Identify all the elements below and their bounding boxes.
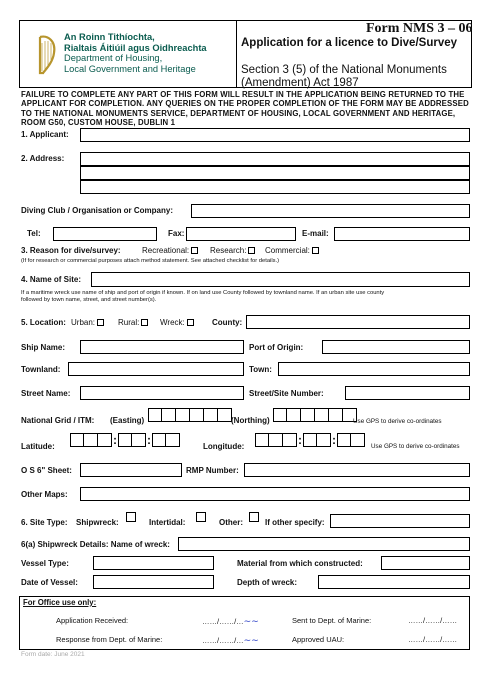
- urban-label: Urban:: [71, 318, 96, 327]
- vessel-type-label: Vessel Type:: [21, 559, 69, 568]
- reason-label: 3. Reason for dive/survey:: [21, 246, 121, 255]
- depth-of-wreck-field[interactable]: [318, 575, 470, 589]
- wreck-label: Wreck:: [160, 318, 185, 327]
- northing-label: (Northing): [231, 416, 270, 425]
- site-name-field[interactable]: [91, 272, 470, 287]
- rural-option: [118, 318, 148, 327]
- other-maps-field[interactable]: [80, 487, 470, 501]
- easting-label: (Easting): [110, 416, 145, 425]
- email-field[interactable]: [334, 227, 470, 241]
- national-grid-label: National Grid / ITM:: [21, 416, 95, 425]
- street-name-field[interactable]: [80, 386, 244, 400]
- town-label: Town:: [249, 365, 272, 374]
- northing-digit[interactable]: [287, 408, 301, 422]
- site-note-2: followed by town name, street, and street number(s).: [21, 297, 157, 303]
- form-date: Form date: June 2021: [21, 651, 85, 658]
- diving-club-field[interactable]: [191, 204, 470, 218]
- diving-club-label: Diving Club / Organisation or Company:: [21, 206, 174, 215]
- longitude-digit[interactable]: [337, 433, 351, 447]
- street-site-number-field[interactable]: [345, 386, 470, 400]
- latitude-digit[interactable]: [70, 433, 84, 447]
- logo-text: [64, 32, 207, 74]
- longitude-digit[interactable]: [255, 433, 269, 447]
- easting-digit[interactable]: [190, 408, 204, 422]
- wreck-name-field[interactable]: [178, 537, 470, 551]
- address-field-3[interactable]: [80, 180, 470, 194]
- application-received-date[interactable]: [202, 616, 259, 627]
- sent-to-marine-label: Sent to Dept. of Marine:: [292, 616, 372, 625]
- northing-digit[interactable]: [315, 408, 329, 422]
- townland-field[interactable]: [68, 362, 244, 376]
- commercial-label: Commercial:: [265, 246, 310, 255]
- date-placeholder: ……/……/…: [202, 617, 244, 626]
- wreck-checkbox[interactable]: [187, 319, 194, 326]
- latitude-digit[interactable]: [132, 433, 146, 447]
- if-other-field[interactable]: [330, 514, 470, 528]
- fax-label: Fax:: [168, 229, 185, 238]
- harp-icon: [34, 33, 58, 77]
- longitude-digit[interactable]: [303, 433, 317, 447]
- spellcheck-squiggle-icon: ∼∼: [243, 616, 259, 626]
- os-sheet-field[interactable]: [80, 463, 182, 477]
- shipwreck-label: Shipwreck:: [76, 518, 119, 527]
- location-label: 5. Location:: [21, 318, 66, 327]
- logo-line-2: Rialtais Áitiúil agus Oidhreachta: [64, 42, 207, 53]
- recreational-checkbox[interactable]: [191, 247, 198, 254]
- logo-line-3: Department of Housing,: [64, 53, 163, 64]
- county-field[interactable]: [246, 315, 470, 329]
- spellcheck-squiggle-icon: ∼∼: [243, 635, 259, 645]
- urban-option: [71, 318, 104, 327]
- street-name-label: Street Name:: [21, 389, 71, 398]
- material-label: Material from which constructed:: [237, 559, 363, 568]
- approved-uau-label: Approved UAU:: [292, 635, 345, 644]
- longitude-digit[interactable]: [283, 433, 297, 447]
- shipwreck-checkbox[interactable]: [126, 512, 136, 522]
- date-placeholder: ……/……/…: [202, 636, 244, 645]
- shipwreck-details-label: 6(a) Shipwreck Details: Name of wreck:: [21, 540, 170, 549]
- commercial-checkbox[interactable]: [312, 247, 319, 254]
- longitude-digit[interactable]: [351, 433, 365, 447]
- latitude-digit[interactable]: [166, 433, 180, 447]
- logo-line-1: An Roinn Tithíochta,: [64, 32, 155, 42]
- latitude-digit[interactable]: [84, 433, 98, 447]
- other-maps-label: Other Maps:: [21, 490, 68, 499]
- fax-field[interactable]: [186, 227, 296, 241]
- email-label: E-mail:: [302, 229, 329, 238]
- other-checkbox[interactable]: [249, 512, 259, 522]
- date-of-vessel-field[interactable]: [93, 575, 214, 589]
- ship-name-field[interactable]: [80, 340, 244, 354]
- address-field-1[interactable]: [80, 152, 470, 166]
- latitude-digit[interactable]: [98, 433, 112, 447]
- address-label: 2. Address:: [21, 154, 65, 163]
- sent-to-marine-date[interactable]: ……/……/……: [408, 616, 458, 625]
- rural-checkbox[interactable]: [141, 319, 148, 326]
- research-option: [210, 246, 255, 255]
- department-logo: [20, 21, 237, 87]
- urban-checkbox[interactable]: [97, 319, 104, 326]
- office-use-box: [19, 596, 470, 650]
- port-of-origin-field[interactable]: [322, 340, 470, 354]
- tel-field[interactable]: [53, 227, 157, 241]
- port-of-origin-label: Port of Origin:: [249, 343, 304, 352]
- recreational-option: [142, 246, 198, 255]
- logo-line-4: Local Government and Heritage: [64, 63, 196, 74]
- recreational-label: Recreational:: [142, 246, 190, 255]
- rmp-number-field[interactable]: [244, 463, 470, 477]
- northing-digit[interactable]: [329, 408, 343, 422]
- longitude-digit[interactable]: [269, 433, 283, 447]
- townland-label: Townland:: [21, 365, 61, 374]
- research-label: Research:: [210, 246, 247, 255]
- intertidal-label: Intertidal:: [149, 518, 186, 527]
- depth-of-wreck-label: Depth of wreck:: [237, 578, 298, 587]
- site-type-label: 6. Site Type:: [21, 518, 68, 527]
- easting-digits: [148, 408, 232, 422]
- northing-digits: [273, 408, 357, 422]
- if-other-label: If other specify:: [265, 518, 325, 527]
- latitude-digits: : :: [70, 433, 180, 447]
- easting-digit[interactable]: [148, 408, 162, 422]
- application-received-label: Application Received:: [56, 616, 129, 625]
- longitude-label: Longitude:: [203, 442, 245, 451]
- longitude-digit[interactable]: [317, 433, 331, 447]
- warning-text: FAILURE TO COMPLETE ANY PART OF THIS FORM WILL RESULT IN THE APPLICATION BEING RETURNED TO THE APPLICANT FOR COMPLETION. ANY QUERIES ON THE PROPER COMPLETION OF THE FORM MAY BE ADDRESSED TO THE NATIONAL MONUMENTS SERVICE, DEPARTMENT OF HOUSING, LOCAL GOVERNMENT AND HERITAGE, ROOM G50, CUSTOM HOUSE, DUBLIN 1: [21, 90, 469, 128]
- address-field-2[interactable]: [80, 166, 470, 180]
- easting-digit[interactable]: [204, 408, 218, 422]
- form-number: Form NMS 3 – 06: [366, 21, 473, 36]
- applicant-label: 1. Applicant:: [21, 130, 69, 139]
- intertidal-checkbox[interactable]: [196, 512, 206, 522]
- os-sheet-label: O S 6" Sheet:: [21, 466, 72, 475]
- wreck-option: [160, 318, 194, 327]
- reason-note: (If for research or commercial purposes attach method statement. See attached checklist for details.): [21, 258, 280, 264]
- rural-label: Rural:: [118, 318, 140, 327]
- tel-label: Tel:: [27, 229, 41, 238]
- easting-digit[interactable]: [218, 408, 232, 422]
- latitude-digit[interactable]: [152, 433, 166, 447]
- rmp-number-label: RMP Number:: [186, 466, 239, 475]
- street-site-number-label: Street/Site Number:: [249, 389, 324, 398]
- response-from-marine-label: Response from Dept. of Marine:: [56, 635, 163, 644]
- vessel-type-field[interactable]: [93, 556, 214, 570]
- form-title: Application for a licence to Dive/Survey: [241, 37, 458, 49]
- site-note-1: If a maritime wreck use name of ship and port of origin if known. If on land use County followed by townland name. If an urban site use county: [21, 290, 385, 296]
- county-label: County:: [212, 318, 243, 327]
- easting-digit[interactable]: [162, 408, 176, 422]
- latitude-digit[interactable]: [118, 433, 132, 447]
- northing-digit[interactable]: [273, 408, 287, 422]
- northing-digit[interactable]: [301, 408, 315, 422]
- commercial-option: [265, 246, 319, 255]
- form-subtitle: Section 3 (5) of the National Monuments (Amendment) Act 1987: [241, 64, 447, 89]
- other-label: Other:: [219, 518, 243, 527]
- gps-note-2: Use GPS to derive co-ordinates: [371, 443, 460, 450]
- site-name-label: 4. Name of Site:: [21, 275, 82, 284]
- office-use-title: For Office use only:: [23, 598, 97, 607]
- material-field[interactable]: [381, 556, 470, 570]
- research-checkbox[interactable]: [248, 247, 255, 254]
- date-of-vessel-label: Date of Vessel:: [21, 578, 78, 587]
- header-box: [19, 20, 472, 88]
- gps-note-1: Use GPS to derive co-ordinates: [353, 418, 442, 425]
- easting-digit[interactable]: [176, 408, 190, 422]
- approved-uau-date[interactable]: ……/……/……: [408, 635, 458, 644]
- longitude-digits: : :: [255, 433, 365, 447]
- ship-name-label: Ship Name:: [21, 343, 66, 352]
- response-from-marine-date[interactable]: [202, 635, 259, 646]
- applicant-field[interactable]: [80, 128, 470, 142]
- latitude-label: Latitude:: [21, 442, 55, 451]
- town-field[interactable]: [278, 362, 470, 376]
